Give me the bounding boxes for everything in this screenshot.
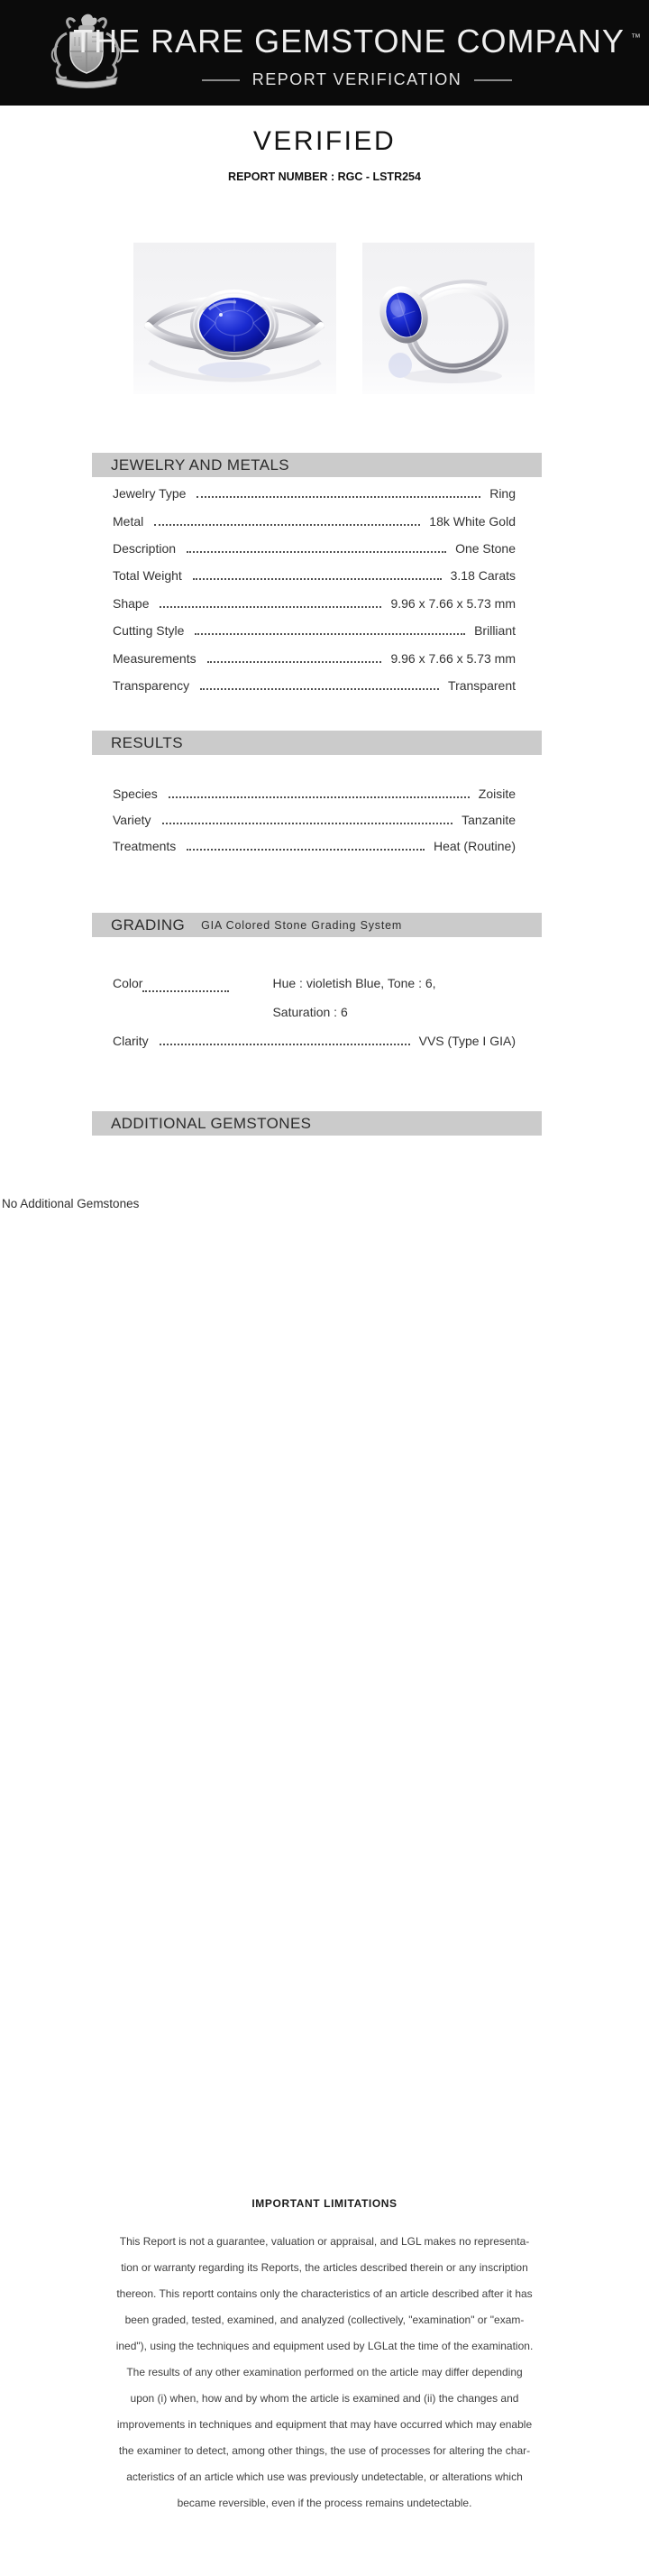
jewelry-rows [113,480,516,699]
limitations-paragraph [86,2229,563,2516]
color-row [113,969,516,1026]
section-title: RESULTS [111,733,183,751]
row-label: Jewelry Type [113,486,187,501]
table-row [113,507,516,534]
divider-dash-right [474,79,512,81]
table-row [113,590,516,617]
dotted-leader [169,796,470,798]
section-header-results [92,731,542,755]
dotted-leader [162,823,453,824]
limitations-line: became reversible, even if the process remains undetectable. [177,2497,472,2509]
company-name [72,23,642,60]
table-row [113,562,516,589]
section-title: GRADING [111,915,186,934]
row-label: Color [113,976,143,990]
limitations-line: acteristics of an article which use was previously undetectable, or alterations which [126,2470,523,2483]
trademark-symbol: ™ [630,32,641,43]
section-subtitle: GIA Colored Stone Grading System [201,918,403,932]
ring-photo-side [362,243,535,394]
section-header-jewelry-and-metals [92,453,542,477]
table-row [113,672,516,699]
grading-rows [113,969,516,1055]
header-text [72,0,642,106]
section-header-additional-gemstones [92,1111,542,1136]
table-row [113,833,516,859]
limitations-line: thereon. This reportt contains only the characteristics of an article described after it has [116,2287,533,2300]
row-label: Cutting Style [113,623,185,639]
row-label: Description [113,540,177,556]
section-title: JEWELRY AND METALS [111,455,290,474]
row-label: Measurements [113,650,197,666]
ring-front-illustration [133,243,336,394]
clarity-row [113,1026,516,1055]
dotted-leader [160,1044,410,1045]
header-bar [0,0,649,106]
table-row [113,480,516,507]
dotted-leader [200,688,439,690]
limitations-line: been graded, tested, examined, and analyzed (collectively, "examination" or "exam- [124,2314,525,2326]
row-value: 9.96 x 7.66 x 5.73 mm [390,650,516,666]
no-additional-gemstones-note: No Additional Gemstones [2,1197,140,1210]
divider-dash-left [202,79,240,81]
dotted-leader [207,661,382,663]
row-value: Transparent [448,677,516,693]
dotted-leader [187,849,425,851]
report-number: REPORT NUMBER : RGC - LSTR254 [228,170,421,183]
row-label: Treatments [113,838,177,853]
company-name-text: THE RARE GEMSTONE COMPANY [73,23,625,60]
results-rows [113,780,516,860]
dotted-leader [193,578,442,580]
dotted-leader [187,551,446,553]
dotted-leader [154,524,420,526]
row-label: Variety [113,812,151,827]
limitations-line: ined"), using the techniques and equipment used by LGLat the time of the examination. [115,2340,534,2352]
color-value-line1: Hue : violetish Blue, Tone : 6, [272,976,436,990]
color-value [272,969,435,1026]
table-row [113,780,516,806]
ring-side-illustration [362,243,535,394]
dotted-leader [160,606,381,608]
limitations-line: tion or warranty regarding its Reports, the articles described therein or any inscription [121,2261,528,2274]
row-label: Clarity [113,1034,149,1048]
ring-photo-front [133,243,336,394]
table-row [113,644,516,671]
table-row [113,617,516,644]
limitations-line: the examiner to detect, among other things, the use of processes for altering the char- [118,2444,531,2457]
report-verification-subtitle [72,70,642,89]
section-title: ADDITIONAL GEMSTONES [111,1114,312,1132]
row-value: Tanzanite [462,812,516,827]
row-value: 18k White Gold [429,513,516,529]
row-value: 3.18 Carats [450,568,516,584]
important-limitations-heading: IMPORTANT LIMITATIONS [251,2197,398,2210]
table-row [113,806,516,833]
row-value: Heat (Routine) [433,838,516,853]
row-value: Ring [489,486,516,501]
limitations-line: The results of any other examination performed on the article may differ depending [126,2366,523,2378]
dotted-leader [142,990,229,992]
limitations-line: upon (i) when, how and by whom the article is examined and (ii) the changes and [130,2392,519,2405]
limitations-line: This Report is not a guarantee, valuation or appraisal, and LGL makes no representa- [119,2235,530,2248]
row-value: Brilliant [474,623,516,639]
dotted-leader [197,496,480,498]
limitations-line: improvements in techniques and equipment that may have occurred which may enable [116,2418,533,2431]
row-value: VVS (Type I GIA) [418,1034,516,1048]
color-value-line2: Saturation : 6 [272,1005,348,1019]
row-value: 9.96 x 7.66 x 5.73 mm [390,595,516,611]
dotted-leader [195,633,465,635]
verified-status: VERIFIED [252,126,397,156]
row-label: Metal [113,513,144,529]
row-value: One Stone [455,540,516,556]
row-value: Zoisite [478,786,516,801]
row-label: Total Weight [113,568,182,584]
row-label: Species [113,786,158,801]
section-header-grading [92,913,542,937]
row-label: Transparency [113,677,190,693]
subtitle-text: REPORT VERIFICATION [251,70,462,88]
table-row [113,535,516,562]
row-label: Shape [113,595,150,611]
